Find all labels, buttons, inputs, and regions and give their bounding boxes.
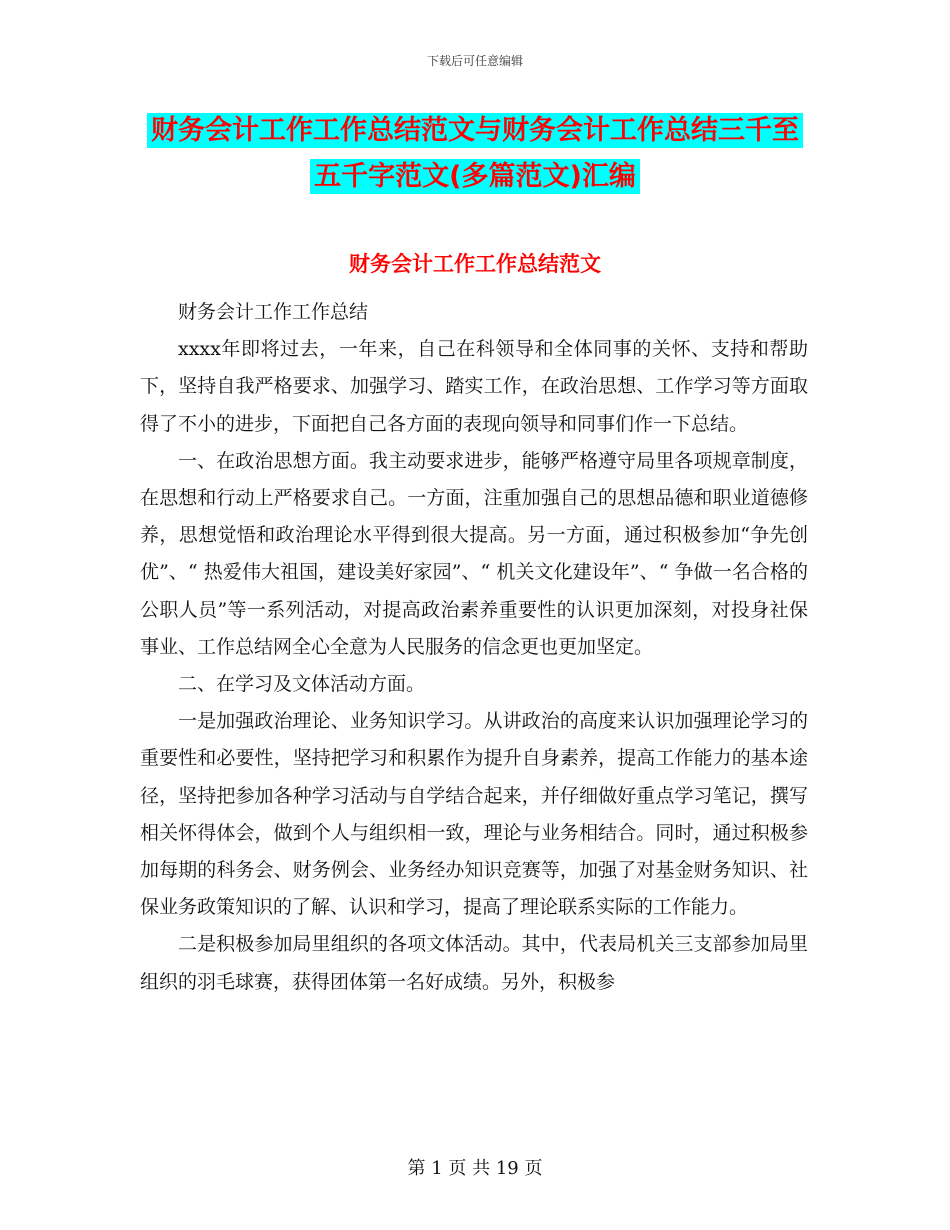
page-footer: 第 1 页 共 19 页 (407, 1158, 543, 1179)
document-title (140, 108, 810, 200)
paragraph: xxxx年即将过去，一年来，自己在科领导和全体同事的关怀、支持和帮助下，坚持自我严格要求、加强学习、踏实工作，在政治思想、工作学习等方面取得了不小的进步，下面把自己各方面的表现向领导和同事们作一下总结。 (140, 338, 808, 435)
header-note: 下载后可任意编辑 (426, 54, 523, 68)
paragraph: 二是积极参加局里组织的各项文体活动。其中，代表局机关三支部参加局里组织的羽毛球赛，获得团体第一名好成绩。另外，积极参 (140, 933, 808, 993)
paragraph: 二、在学习及文体活动方面。 (178, 673, 426, 696)
document-title-text: 财务会计工作工作总结范文与财务会计工作总结三千至五千字范文(多篇范文)汇编 (147, 113, 803, 194)
section-title: 财务会计工作工作总结范文 (349, 252, 601, 276)
paragraph: 财务会计工作工作总结 (178, 301, 369, 323)
paragraph: 一是加强政治理论、业务知识学习。从讲政治的高度来认识加强理论学习的重要性和必要性，坚持把学习和积累作为提升自身素养，提高工作能力的基本途径，坚持把参加各种学习活动与自学结合起来，并仔细做好重点学习笔记，撰写相关怀得体会，做到个人与组织相一致，理论与业务相结合。同时，通过积极参加每期的科务会、财务例会、业务经办知识竞赛等，加强了对基金财务知识、社保业务政策知识的了解、认识和学习，提高了理论联系实际的工作能力。 (140, 710, 808, 919)
paragraph: 一、在政治思想方面。我主动要求进步，能够严格遵守局里各项规章制度，在思想和行动上严格要求自己。一方面，注重加强自己的思想品德和职业道德修养，思想觉悟和政治理论水平得到很大提高。另一方面，通过积极参加“争先创优”、“ 热爱伟大祖国，建设美好家园”、“ 机关文化建设年”、“ 争做一名合格的公职人员”等一系列活动，对提高政治素养重要性的认识更加深刻，对投身社保事业、工作总结网全心全意为人民服务的信念更也更加坚定。 (140, 449, 808, 658)
body-text (140, 294, 808, 1001)
